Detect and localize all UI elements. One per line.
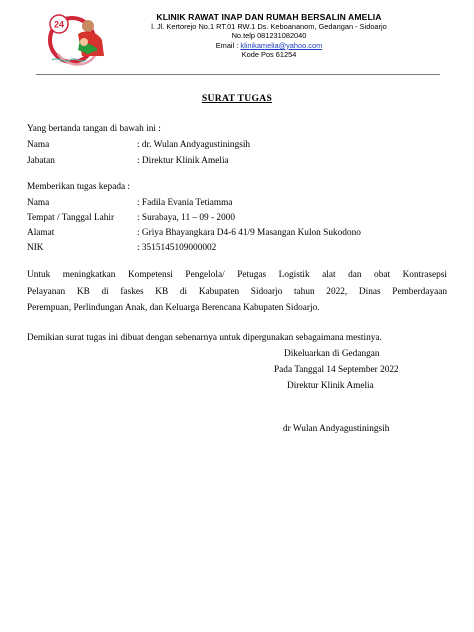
assignment-intro: Memberikan tugas kepada : xyxy=(27,182,131,192)
clinic-name: KLINIK RAWAT INAP DAN RUMAH BERSALIN AMELIA xyxy=(156,12,382,22)
letterhead xyxy=(0,0,474,80)
assignee-nik-label: NIK xyxy=(27,243,44,253)
signer-position-value: : Direktur Klinik Amelia xyxy=(137,156,229,166)
issued-place: Dikeluarkan di Gedangan xyxy=(284,349,380,359)
intro-text: Yang bertanda tangan di bawah ini : xyxy=(27,124,161,134)
assignee-birth-value: : Surabaya, 11 – 09 - 2000 xyxy=(137,213,236,223)
signer-name-label: Nama xyxy=(27,140,50,150)
logo-badge-text: 24 xyxy=(53,19,65,30)
email-label: Email : xyxy=(215,40,239,50)
issued-date: Pada Tanggal 14 September 2022 xyxy=(274,365,399,375)
purpose-line-1: Untuk meningkatkan Kompetensi Pengelola/ Petugas Logistik alat dan obat Kontrasepsi xyxy=(27,270,447,280)
assignee-address-label: Alamat xyxy=(27,228,55,238)
clinic-phone: No.telp 081231082040 xyxy=(231,31,307,41)
signer-name-value: : dr. Wulan Andyagustiningsih xyxy=(137,140,251,150)
assignee-name-label: Nama xyxy=(27,198,50,208)
letterhead-text xyxy=(110,12,428,60)
purpose-line-3: Perempuan, Perlindungan Anak, dan Keluarga Berencana Kabupaten Sidoarjo. xyxy=(27,303,320,313)
assignee-nik-value: : 3515145109000002 xyxy=(137,243,217,253)
purpose-line-2: Pelayanan KB di faskes KB di Kabupaten Sidoarjo tahun 2022, Dinas Pemberdayaan xyxy=(27,286,447,297)
signer-title: Direktur Klinik Amelia xyxy=(287,381,374,391)
letterhead-divider xyxy=(36,74,440,75)
assignment-purpose xyxy=(27,267,447,317)
assignee-address-value: : Griya Bhayangkara D4-6 41/9 Masangan Kulon Sukodono xyxy=(137,228,361,238)
signatory-name: dr Wulan Andyagustiningsih xyxy=(283,424,390,434)
clinic-address: l. Jl. Kertorejo No.1 RT.01 RW.1 Ds. Keboananom, Gedangan - Sidoarjo xyxy=(151,22,387,31)
clinic-logo xyxy=(44,10,114,72)
letter-title: SURAT TUGAS xyxy=(201,93,273,104)
clinic-email-line xyxy=(110,41,428,50)
assignee-name-value: : Fadila Evania Tetiamma xyxy=(137,198,233,208)
clinic-postal-code: Kode Pos 61254 xyxy=(241,50,297,60)
email-link[interactable]: klinikamelia@yahoo.com xyxy=(240,40,323,50)
assignee-birth-label: Tempat / Tanggal Lahir xyxy=(27,213,115,223)
signer-position-label: Jabatan xyxy=(27,156,55,166)
closing-statement: Demikian surat tugas ini dibuat dengan sebenarnya untuk dipergunakan sebagaimana mestinya. xyxy=(27,333,382,343)
